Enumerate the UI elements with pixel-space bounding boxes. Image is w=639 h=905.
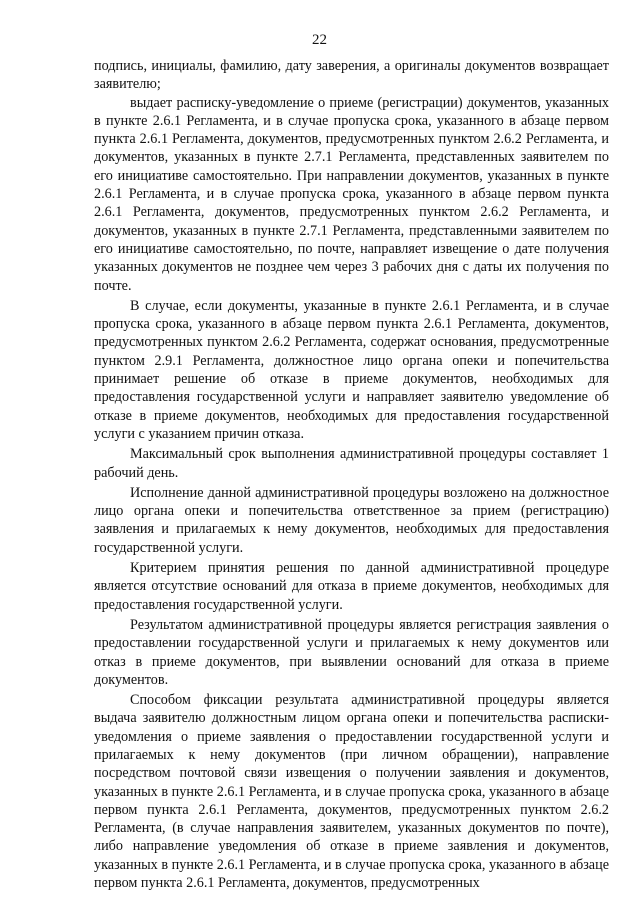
paragraph-procedure-result: Результатом административной процедуры является регистрация заявления о предоставлении государственной услуги и прилагаемых к нему документов или отказ в приеме документов, при выявлении оснований для отказа в приеме документов. <box>94 616 609 688</box>
paragraph-receipt-notification: выдает расписку-уведомление о приеме (регистрации) документов, указанных в пункте 2.6.1 Регламента, и в случае пропуска срока, указанного в абзаце первом пункта 2.6.1 Регламента, документов, предусмотренных пунктом 2.6.2 Регламента, и документов, указанных в пункте 2.7.1 Регламента, представленных заявителем по его инициативе самостоятельно. При направлении документов, указанных в пункте 2.6.1 Регламента, и в случае пропуска срока, указанного в абзаце первом пункта 2.6.1 Регламента, документов, предусмотренных пунктом 2.6.2 Регламента, и документов, указанных в пункте 2.7.1 Регламента, представленными заявителем по его инициативе самостоятельно, по почте, направляет извещение о дате получения указанных документов не позднее чем через 3 рабочих дня с даты их получения по почте. <box>94 94 609 294</box>
paragraph-fixation-method: Способом фиксации результата административной процедуры является выдача заявителю должностным лицом органа опеки и попечительства расписки-уведомления о приеме заявления о предоставлении государственной услуги и прилагаемых к нему документов (при личном обращении), направление посредством почтовой связи извещения о получении заявления и документов, указанных в пункте 2.6.1 Регламента, и в случае пропуска срока, указанного в абзаце первом пункта 2.6.1 Регламента, документов, предусмотренных пунктом 2.6.2 Регламента, (в случае направления заявителем, указанных документов по почте), либо направление уведомления об отказе в приеме заявления и документов, указанных в пункте 2.6.1 Регламента, и в случае пропуска срока, указанного в абзаце первом пункта 2.6.1 Регламента, документов, предусмотренных <box>94 692 609 892</box>
paragraph-continuation: подпись, инициалы, фамилию, дату заверения, а оригиналы документов возвращает заявителю; <box>94 58 609 93</box>
page-number: 22 <box>312 32 327 48</box>
page-body <box>94 57 609 892</box>
paragraph-max-duration: Максимальный срок выполнения административной процедуры составляет 1 рабочий день. <box>94 446 609 481</box>
paragraph-refusal-case: В случае, если документы, указанные в пункте 2.6.1 Регламента, и в случае пропуска срока, указанного в абзаце первом пункта 2.6.1 Регламента, документов, предусмотренных пунктом 2.6.2 Регламента, содержат основания, предусмотренные пунктом 2.9.1 Регламента, должностное лицо органа опеки и попечительства принимает решение об отказе в приеме документов, необходимых для предоставления государственной услуги и направляет заявителю уведомление об отказе в приеме документов, необходимых для предоставления государственной услуги с указанием причин отказа. <box>94 297 609 442</box>
paragraph-decision-criterion: Критерием принятия решения по данной административной процедуре является отсутствие оснований для отказа в приеме документов, необходимых для предоставления государственной услуги. <box>94 560 609 613</box>
paragraph-responsible-official: Исполнение данной административной процедуры возложено на должностное лицо органа опеки и попечительства ответственное за прием (регистрацию) заявления и прилагаемых к нему документов, необходимых для предоставления государственной услуги. <box>94 484 609 556</box>
